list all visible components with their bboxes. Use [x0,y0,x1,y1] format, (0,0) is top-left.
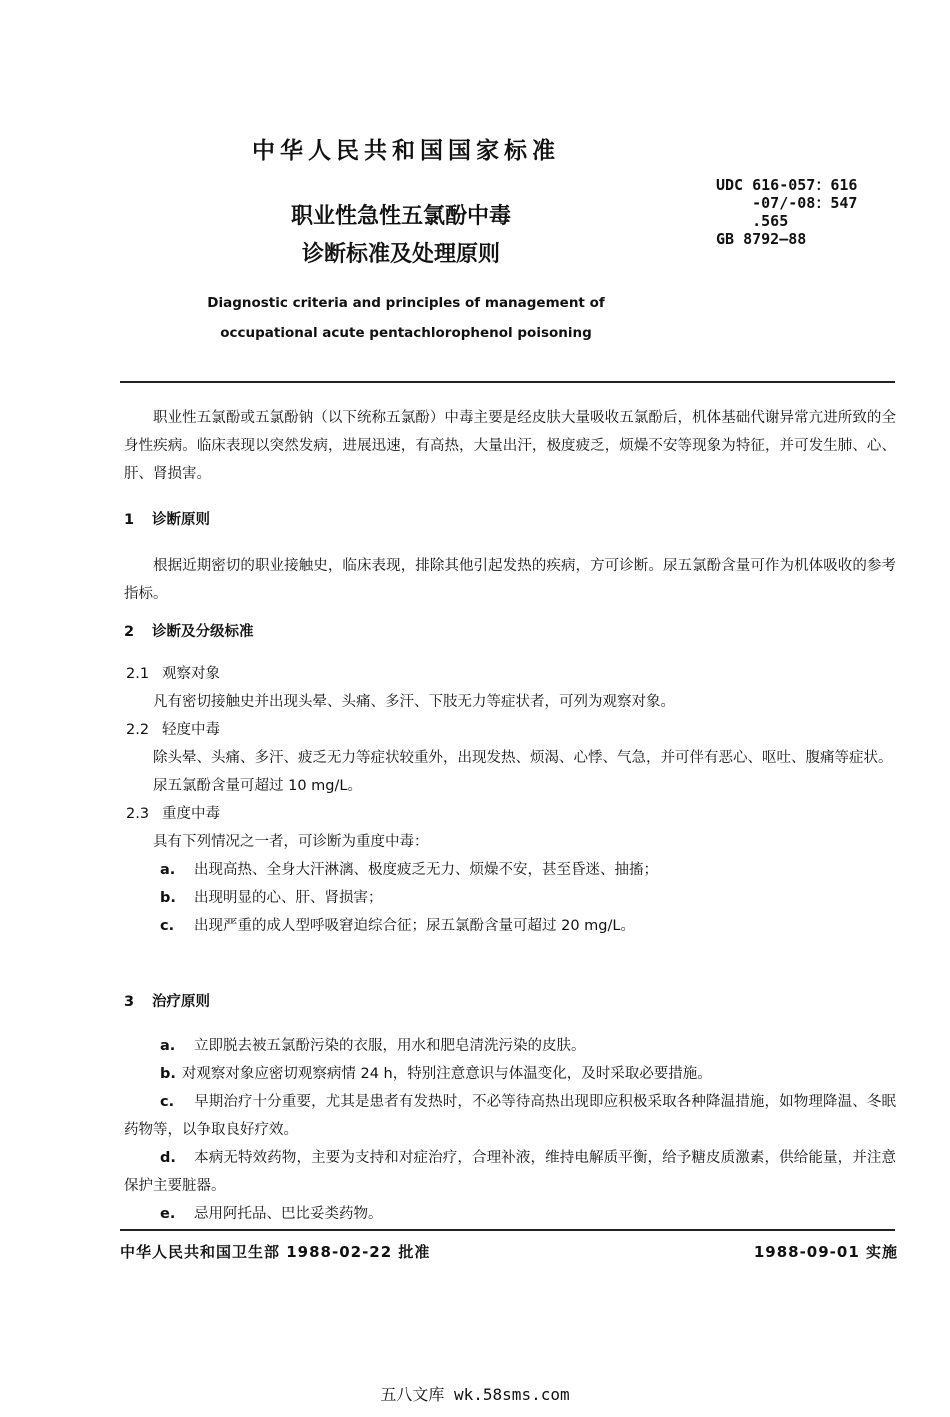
section-2-number: 2 [124,624,135,640]
top-divider [120,381,895,383]
gb-number: GB 8792—88 [716,230,807,248]
section-2-title: 诊断及分级标准 [152,624,254,640]
treatment-item-c-text: 早期治疗十分重要，尤其是患者有发热时，不必等待高热出现即应积极采取各种降温措施，如物理降温、冬眠药物等，以争取良好疗效。 [124,1094,896,1138]
severe-item-a [124,856,896,884]
section-1 [124,506,896,608]
subsection-2-3-number: 2.3 [126,806,150,822]
intro-paragraph [124,404,896,488]
severe-item-b [124,884,896,912]
subsection-2-2-text: 除头晕、头痛、多汗、疲乏无力等症状较重外，出现发热、烦渴、心悸、气急，并可伴有恶心、呕吐、腹痛等症状。 [153,750,893,766]
subsection-2-3-heading [124,800,896,828]
udc-line-1: UDC 616-057：616 [716,176,858,194]
section-3-title: 治疗原则 [152,994,210,1010]
udc-code-block [716,176,857,248]
treatment-item-d [124,1144,896,1200]
treatment-item-c-mark: c. [160,1094,175,1110]
subsection-2-2-heading [124,716,896,744]
severe-item-b-text: 出现明显的心、肝、肾损害； [194,890,383,906]
chinese-title-line-2: 诊断标准及处理原则 [301,242,500,267]
subsection-2-3-lead: 具有下列情况之一者，可诊断为重度中毒： [153,834,429,850]
subsection-2-1-heading [124,660,896,688]
severe-item-a-mark: a. [160,862,176,878]
subsection-2-2-urine: 尿五氯酚含量可超过 10 mg/L。 [153,778,362,794]
chinese-title [236,198,566,274]
treatment-item-b [124,1060,896,1088]
section-2 [124,618,896,940]
severe-item-b-mark: b. [160,890,176,906]
udc-line-3: .565 [716,212,789,230]
udc-line-2: -07/-08：547 [716,194,858,212]
treatment-item-a-mark: a. [160,1038,176,1054]
treatment-item-e [124,1200,896,1228]
treatment-item-e-text: 忌用阿托品、巴比妥类药物。 [194,1206,383,1222]
treatment-item-b-text: 对观察对象应密切观察病情 24 h，特别注意意识与体温变化，及时采取必要措施。 [181,1066,712,1082]
severe-item-a-text: 出现高热、全身大汗淋漓、极度疲乏无力、烦燥不安，甚至昏迷、抽搐； [194,862,658,878]
section-1-heading [124,506,896,534]
section-3-number: 3 [124,994,135,1010]
section-1-text: 根据近期密切的职业接触史，临床表现，排除其他引起发热的疾病，方可诊断。尿五氯酚含量可作为机体吸收的参考指标。 [124,558,896,602]
bottom-divider [120,1229,895,1231]
chinese-title-line-1: 职业性急性五氯酚中毒 [290,204,511,229]
subsection-2-3-title: 重度中毒 [162,806,220,822]
treatment-item-c [124,1088,896,1144]
subsection-2-1-title: 观察对象 [162,666,220,682]
severe-item-c-text: 出现严重的成人型呼吸窘迫综合征；尿五氯酚含量可超过 20 mg/L。 [194,918,635,934]
effective-date: 1988-09-01 实施 [753,1243,898,1261]
treatment-item-b-mark: b. [160,1066,176,1082]
treatment-item-a [124,1032,896,1060]
subsection-2-1-number: 2.1 [126,666,150,682]
english-title-line-2: occupational acute pentachlorophenol poisoning [220,325,592,341]
severe-item-c [124,912,896,940]
watermark: 五八文库 wk.58sms.com [380,1385,570,1404]
treatment-item-d-mark: d. [160,1150,176,1166]
treatment-item-a-text: 立即脱去被五氯酚污染的衣服，用水和肥皂清洗污染的皮肤。 [194,1038,586,1054]
treatment-item-d-text: 本病无特效药物，主要为支持和对症治疗，合理补液，维持电解质平衡，给予糖皮质激素，供给能量，并注意保护主要脏器。 [124,1150,896,1194]
intro-text: 职业性五氯酚或五氯酚钠（以下统称五氯酚）中毒主要是经皮肤大量吸收五氯酚后，机体基础代谢异常亢进所致的全身性疾病。临床表现以突然发病，进展迅速，有高热，大量出汗，极度疲乏，烦燥不安等现象为特征，并可发生肺、心、肝、肾损害。 [124,410,896,482]
severe-item-c-mark: c. [160,918,175,934]
section-1-title: 诊断原则 [152,512,210,528]
subsection-2-1-text: 凡有密切接触史并出现头晕、头痛、多汗、下肢无力等症状者，可列为观察对象。 [153,694,675,710]
national-standard-heading: 中华人民共和国国家标准 [252,138,560,164]
section-2-heading [124,618,896,646]
section-3-heading [124,988,896,1016]
treatment-item-e-mark: e. [160,1206,176,1222]
english-title [186,288,626,348]
subsection-2-2-number: 2.2 [126,722,150,738]
section-1-number: 1 [124,512,135,528]
subsection-2-2-title: 轻度中毒 [162,722,220,738]
english-title-line-1: Diagnostic criteria and principles of management of [207,295,605,311]
section-3 [124,988,896,1228]
approval-date: 中华人民共和国卫生部 1988-02-22 批准 [120,1243,431,1261]
